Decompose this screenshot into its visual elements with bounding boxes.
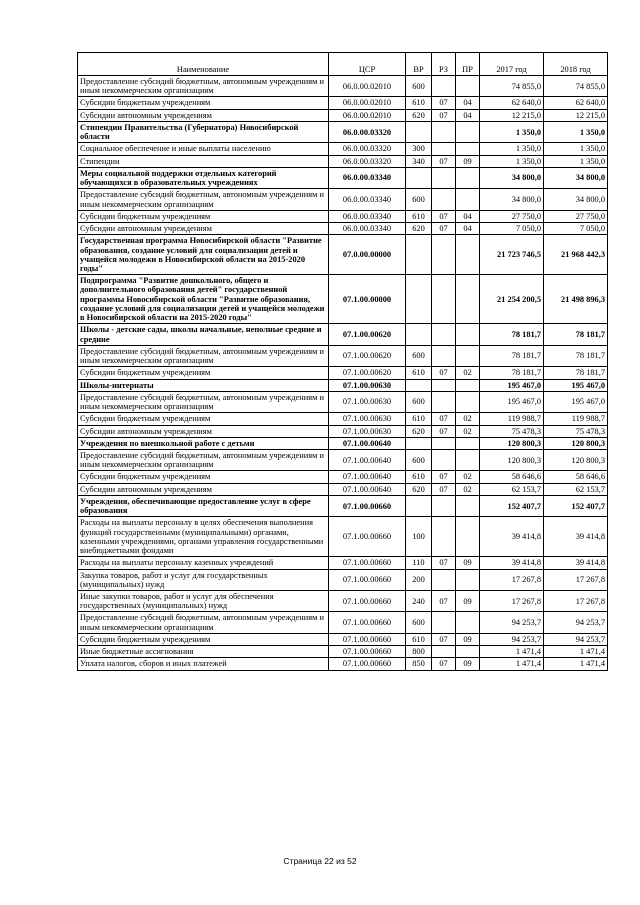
cell-pr xyxy=(456,345,480,366)
cell-pr: 09 xyxy=(456,557,480,569)
header-code: ЦСР xyxy=(329,53,406,76)
cell-2017: 21 254 200,5 xyxy=(480,275,544,324)
cell-pr xyxy=(456,569,480,590)
cell-name: Учреждения, обеспечивающие предоставление услуг в сфере образования xyxy=(78,495,329,516)
cell-vr: 110 xyxy=(406,557,432,569)
cell-rz xyxy=(432,143,456,155)
cell-vr: 620 xyxy=(406,223,432,235)
cell-name: Субсидии бюджетным учреждениям xyxy=(78,413,329,425)
header-pr: ПР xyxy=(456,53,480,76)
cell-2018: 39 414,8 xyxy=(544,517,608,557)
cell-name: Субсидии бюджетным учреждениям xyxy=(78,97,329,109)
cell-vr: 610 xyxy=(406,413,432,425)
cell-2017: 12 215,0 xyxy=(480,109,544,121)
table-row xyxy=(78,483,608,495)
cell-2017: 78 181,7 xyxy=(480,367,544,379)
cell-vr: 600 xyxy=(406,189,432,210)
cell-2017: 62 640,0 xyxy=(480,97,544,109)
cell-name: Иные бюджетные ассигнования xyxy=(78,646,329,658)
cell-vr: 620 xyxy=(406,483,432,495)
cell-name: Субсидии автономным учреждениям xyxy=(78,425,329,437)
cell-code: 07.1.00.00660 xyxy=(329,612,406,633)
cell-2018: 1 471,4 xyxy=(544,658,608,670)
table-row xyxy=(78,235,608,275)
cell-code: 06.0.00.03340 xyxy=(329,210,406,222)
cell-code: 07.1.00.00660 xyxy=(329,658,406,670)
cell-rz: 07 xyxy=(432,367,456,379)
header-2017: 2017 год xyxy=(480,53,544,76)
cell-pr xyxy=(456,495,480,516)
cell-rz: 07 xyxy=(432,155,456,167)
cell-name: Государственная программа Новосибирской области "Развитие образования, создание условий для социализации детей и учащейся молодежи в Новосибирской области на 2015-2020 годы" xyxy=(78,235,329,275)
cell-code: 07.1.00.00660 xyxy=(329,495,406,516)
cell-code: 07.1.00.00630 xyxy=(329,391,406,412)
cell-vr: 610 xyxy=(406,210,432,222)
cell-name: Стипендии Правительства (Губернатора) Новосибирской области xyxy=(78,121,329,142)
cell-2018: 152 407,7 xyxy=(544,495,608,516)
cell-code: 06.0.00.03340 xyxy=(329,189,406,210)
cell-2018: 78 181,7 xyxy=(544,345,608,366)
cell-2017: 152 407,7 xyxy=(480,495,544,516)
cell-name: Предоставление субсидий бюджетным, автономным учреждениям и иным некоммерческим организациям xyxy=(78,345,329,366)
cell-code: 07.1.00.00630 xyxy=(329,413,406,425)
cell-rz xyxy=(432,324,456,345)
cell-2018: 94 253,7 xyxy=(544,612,608,633)
cell-2017: 39 414,8 xyxy=(480,557,544,569)
cell-vr: 200 xyxy=(406,569,432,590)
cell-code: 07.1.00.00660 xyxy=(329,591,406,612)
cell-rz xyxy=(432,189,456,210)
cell-vr: 600 xyxy=(406,391,432,412)
cell-code: 07.1.00.00640 xyxy=(329,449,406,470)
cell-name: Меры социальной поддержки отдельных категорий обучающихся в образовательных учреждениях xyxy=(78,167,329,188)
cell-code: 06.0.00.02010 xyxy=(329,109,406,121)
cell-name: Школы - детские сады, школы начальные, неполные средние и средние xyxy=(78,324,329,345)
cell-rz xyxy=(432,275,456,324)
cell-2018: 120 800,3 xyxy=(544,437,608,449)
cell-pr xyxy=(456,517,480,557)
cell-2017: 34 800,0 xyxy=(480,189,544,210)
cell-pr xyxy=(456,646,480,658)
cell-vr: 100 xyxy=(406,517,432,557)
cell-rz xyxy=(432,646,456,658)
cell-vr: 850 xyxy=(406,658,432,670)
cell-pr: 02 xyxy=(456,413,480,425)
table-row xyxy=(78,658,608,670)
cell-code: 07.1.00.00660 xyxy=(329,569,406,590)
table-row xyxy=(78,471,608,483)
cell-pr xyxy=(456,449,480,470)
table-row xyxy=(78,167,608,188)
cell-2018: 75 478,3 xyxy=(544,425,608,437)
cell-code: 07.1.00.00660 xyxy=(329,633,406,645)
cell-name: Стипендии xyxy=(78,155,329,167)
cell-vr: 600 xyxy=(406,612,432,633)
cell-2017: 119 988,7 xyxy=(480,413,544,425)
cell-rz xyxy=(432,569,456,590)
cell-2017: 195 467,0 xyxy=(480,379,544,391)
cell-2018: 1 350,0 xyxy=(544,143,608,155)
cell-2017: 1 350,0 xyxy=(480,143,544,155)
cell-2017: 94 253,7 xyxy=(480,612,544,633)
cell-2017: 78 181,7 xyxy=(480,324,544,345)
cell-pr xyxy=(456,76,480,97)
cell-rz: 07 xyxy=(432,210,456,222)
cell-2018: 21 968 442,3 xyxy=(544,235,608,275)
cell-pr xyxy=(456,275,480,324)
cell-vr xyxy=(406,167,432,188)
cell-code: 07.1.00.00620 xyxy=(329,367,406,379)
cell-pr xyxy=(456,121,480,142)
cell-2017: 34 800,0 xyxy=(480,167,544,188)
cell-name: Школы-интернаты xyxy=(78,379,329,391)
header-rz: РЗ xyxy=(432,53,456,76)
cell-pr: 04 xyxy=(456,223,480,235)
cell-code: 06.0.00.02010 xyxy=(329,97,406,109)
cell-2018: 195 467,0 xyxy=(544,379,608,391)
cell-rz xyxy=(432,449,456,470)
cell-code: 07.1.00.00620 xyxy=(329,345,406,366)
cell-2017: 195 467,0 xyxy=(480,391,544,412)
table-row xyxy=(78,379,608,391)
cell-pr xyxy=(456,437,480,449)
header-name: Наименование xyxy=(78,53,329,76)
cell-2017: 120 800,3 xyxy=(480,437,544,449)
cell-pr xyxy=(456,379,480,391)
table-row xyxy=(78,425,608,437)
cell-name: Расходы на выплаты персоналу казенных учреждений xyxy=(78,557,329,569)
cell-2018: 74 855,0 xyxy=(544,76,608,97)
cell-code: 07.1.00.00630 xyxy=(329,379,406,391)
cell-2017: 75 478,3 xyxy=(480,425,544,437)
cell-code: 07.1.00.00630 xyxy=(329,425,406,437)
cell-2017: 74 855,0 xyxy=(480,76,544,97)
cell-vr: 620 xyxy=(406,425,432,437)
cell-pr xyxy=(456,167,480,188)
table-row xyxy=(78,121,608,142)
cell-vr xyxy=(406,275,432,324)
cell-pr xyxy=(456,235,480,275)
cell-pr: 02 xyxy=(456,483,480,495)
cell-name: Предоставление субсидий бюджетным, автономным учреждениям и иным некоммерческим организациям xyxy=(78,76,329,97)
page-footer: Страница 22 из 52 xyxy=(283,856,357,866)
cell-2018: 12 215,0 xyxy=(544,109,608,121)
cell-2018: 78 181,7 xyxy=(544,324,608,345)
cell-rz xyxy=(432,235,456,275)
table-body xyxy=(78,76,608,671)
cell-vr: 600 xyxy=(406,76,432,97)
cell-vr: 610 xyxy=(406,633,432,645)
cell-2017: 27 750,0 xyxy=(480,210,544,222)
cell-code: 07.1.00.00640 xyxy=(329,437,406,449)
cell-rz xyxy=(432,391,456,412)
table-row xyxy=(78,517,608,557)
cell-2018: 62 153,7 xyxy=(544,483,608,495)
cell-2017: 78 181,7 xyxy=(480,345,544,366)
cell-vr: 600 xyxy=(406,449,432,470)
table-row xyxy=(78,76,608,97)
cell-2018: 17 267,8 xyxy=(544,591,608,612)
cell-code: 06.0.00.03340 xyxy=(329,223,406,235)
header-2018: 2018 год xyxy=(544,53,608,76)
cell-2018: 39 414,8 xyxy=(544,557,608,569)
cell-2018: 58 646,6 xyxy=(544,471,608,483)
table-row xyxy=(78,633,608,645)
cell-2018: 34 800,0 xyxy=(544,167,608,188)
cell-pr xyxy=(456,189,480,210)
table-row xyxy=(78,143,608,155)
cell-code: 07.1.00.00660 xyxy=(329,517,406,557)
table-row xyxy=(78,97,608,109)
table-row xyxy=(78,367,608,379)
cell-name: Предоставление субсидий бюджетным, автономным учреждениям и иным некоммерческим организациям xyxy=(78,612,329,633)
cell-2017: 7 050,0 xyxy=(480,223,544,235)
cell-code: 07.1.00.00660 xyxy=(329,557,406,569)
table-row xyxy=(78,646,608,658)
cell-vr xyxy=(406,379,432,391)
cell-rz xyxy=(432,76,456,97)
table-row xyxy=(78,223,608,235)
cell-code: 07.1.00.00660 xyxy=(329,646,406,658)
cell-rz: 07 xyxy=(432,223,456,235)
cell-vr xyxy=(406,324,432,345)
table-row xyxy=(78,109,608,121)
cell-vr: 340 xyxy=(406,155,432,167)
cell-code: 06.0.00.03320 xyxy=(329,121,406,142)
cell-pr xyxy=(456,143,480,155)
cell-pr xyxy=(456,391,480,412)
cell-rz: 07 xyxy=(432,483,456,495)
cell-name: Субсидии автономным учреждениям xyxy=(78,223,329,235)
table-row xyxy=(78,210,608,222)
cell-vr xyxy=(406,121,432,142)
cell-name: Предоставление субсидий бюджетным, автономным учреждениям и иным некоммерческим организациям xyxy=(78,391,329,412)
cell-code: 06.0.00.03340 xyxy=(329,167,406,188)
cell-2018: 94 253,7 xyxy=(544,633,608,645)
cell-2017: 1 350,0 xyxy=(480,155,544,167)
cell-2017: 21 723 746,5 xyxy=(480,235,544,275)
cell-code: 07.0.00.00000 xyxy=(329,235,406,275)
table-row xyxy=(78,449,608,470)
cell-rz xyxy=(432,495,456,516)
table-row xyxy=(78,324,608,345)
cell-vr: 240 xyxy=(406,591,432,612)
cell-rz xyxy=(432,379,456,391)
table-row xyxy=(78,591,608,612)
cell-pr: 04 xyxy=(456,109,480,121)
cell-2018: 120 800,3 xyxy=(544,449,608,470)
cell-2018: 195 467,0 xyxy=(544,391,608,412)
table-header-row xyxy=(78,53,608,76)
cell-rz: 07 xyxy=(432,633,456,645)
cell-vr xyxy=(406,437,432,449)
cell-vr: 610 xyxy=(406,471,432,483)
cell-vr: 300 xyxy=(406,143,432,155)
cell-rz: 07 xyxy=(432,413,456,425)
cell-rz: 07 xyxy=(432,97,456,109)
cell-2018: 1 471,4 xyxy=(544,646,608,658)
cell-2017: 17 267,8 xyxy=(480,591,544,612)
cell-rz: 07 xyxy=(432,591,456,612)
cell-2018: 34 800,0 xyxy=(544,189,608,210)
cell-name: Предоставление субсидий бюджетным, автономным учреждениям и иным некоммерческим организациям xyxy=(78,189,329,210)
cell-2018: 119 988,7 xyxy=(544,413,608,425)
table-row xyxy=(78,569,608,590)
cell-2017: 58 646,6 xyxy=(480,471,544,483)
cell-code: 07.1.00.00640 xyxy=(329,471,406,483)
table-row xyxy=(78,437,608,449)
budget-table xyxy=(77,52,608,671)
cell-2017: 94 253,7 xyxy=(480,633,544,645)
cell-pr xyxy=(456,612,480,633)
table-row xyxy=(78,495,608,516)
table-row xyxy=(78,189,608,210)
cell-2018: 17 267,8 xyxy=(544,569,608,590)
cell-name: Субсидии бюджетным учреждениям xyxy=(78,367,329,379)
cell-rz: 07 xyxy=(432,425,456,437)
cell-vr xyxy=(406,495,432,516)
cell-2017: 39 414,8 xyxy=(480,517,544,557)
cell-2017: 120 800,3 xyxy=(480,449,544,470)
cell-rz xyxy=(432,517,456,557)
cell-2017: 1 350,0 xyxy=(480,121,544,142)
cell-name: Субсидии автономным учреждениям xyxy=(78,483,329,495)
cell-pr: 02 xyxy=(456,471,480,483)
cell-code: 07.1.00.00640 xyxy=(329,483,406,495)
cell-rz xyxy=(432,437,456,449)
cell-name: Субсидии автономным учреждениям xyxy=(78,109,329,121)
cell-pr: 04 xyxy=(456,210,480,222)
cell-name: Субсидии бюджетным учреждениям xyxy=(78,471,329,483)
table-row xyxy=(78,391,608,412)
cell-code: 06.0.00.03320 xyxy=(329,155,406,167)
table-row xyxy=(78,557,608,569)
table-row xyxy=(78,612,608,633)
table-row xyxy=(78,275,608,324)
cell-code: 06.0.00.03320 xyxy=(329,143,406,155)
cell-vr xyxy=(406,235,432,275)
cell-rz: 07 xyxy=(432,658,456,670)
cell-name: Подпрограмма "Развитие дошкольного, общего и дополнительного образования детей" государственной программы Новосибирской области "Развитие образования, создание условий для социализации детей и учащейся молодежи в Новосибирской области на 2015-2020 годы" xyxy=(78,275,329,324)
cell-pr: 09 xyxy=(456,591,480,612)
cell-name: Иные закупки товаров, работ и услуг для обеспечения государственных (муниципальных) нужд xyxy=(78,591,329,612)
cell-pr: 04 xyxy=(456,97,480,109)
cell-2018: 78 181,7 xyxy=(544,367,608,379)
cell-pr: 09 xyxy=(456,633,480,645)
cell-code: 07.1.00.00000 xyxy=(329,275,406,324)
cell-2017: 1 471,4 xyxy=(480,658,544,670)
cell-rz: 07 xyxy=(432,557,456,569)
cell-vr: 600 xyxy=(406,345,432,366)
cell-name: Субсидии бюджетным учреждениям xyxy=(78,633,329,645)
cell-2017: 1 471,4 xyxy=(480,646,544,658)
cell-rz: 07 xyxy=(432,109,456,121)
cell-vr: 800 xyxy=(406,646,432,658)
table-row xyxy=(78,345,608,366)
cell-rz xyxy=(432,121,456,142)
cell-rz xyxy=(432,345,456,366)
cell-2017: 62 153,7 xyxy=(480,483,544,495)
cell-code: 06.0.00.02010 xyxy=(329,76,406,97)
cell-2017: 17 267,8 xyxy=(480,569,544,590)
cell-pr xyxy=(456,324,480,345)
header-vr: ВР xyxy=(406,53,432,76)
cell-pr: 09 xyxy=(456,155,480,167)
cell-2018: 27 750,0 xyxy=(544,210,608,222)
cell-name: Субсидии бюджетным учреждениям xyxy=(78,210,329,222)
cell-2018: 7 050,0 xyxy=(544,223,608,235)
cell-name: Предоставление субсидий бюджетным, автономным учреждениям и иным некоммерческим организациям xyxy=(78,449,329,470)
cell-rz: 07 xyxy=(432,471,456,483)
cell-2018: 21 498 896,3 xyxy=(544,275,608,324)
cell-name: Расходы на выплаты персоналу в целях обеспечения выполнения функций государственными (муниципальными) органами, казенными учреждениями, органами управления государственными внебюджетными фондами xyxy=(78,517,329,557)
cell-vr: 610 xyxy=(406,367,432,379)
table-row xyxy=(78,155,608,167)
cell-pr: 09 xyxy=(456,658,480,670)
cell-pr: 02 xyxy=(456,425,480,437)
cell-rz xyxy=(432,612,456,633)
cell-name: Уплата налогов, сборов и иных платежей xyxy=(78,658,329,670)
cell-2018: 62 640,0 xyxy=(544,97,608,109)
cell-name: Учреждения по внешкольной работе с детьми xyxy=(78,437,329,449)
cell-vr: 610 xyxy=(406,97,432,109)
cell-name: Закупка товаров, работ и услуг для государственных (муниципальных) нужд xyxy=(78,569,329,590)
cell-2018: 1 350,0 xyxy=(544,121,608,142)
cell-2018: 1 350,0 xyxy=(544,155,608,167)
cell-rz xyxy=(432,167,456,188)
cell-name: Социальное обеспечение и иные выплаты населению xyxy=(78,143,329,155)
table-row xyxy=(78,413,608,425)
cell-code: 07.1.00.00620 xyxy=(329,324,406,345)
cell-vr: 620 xyxy=(406,109,432,121)
cell-pr: 02 xyxy=(456,367,480,379)
